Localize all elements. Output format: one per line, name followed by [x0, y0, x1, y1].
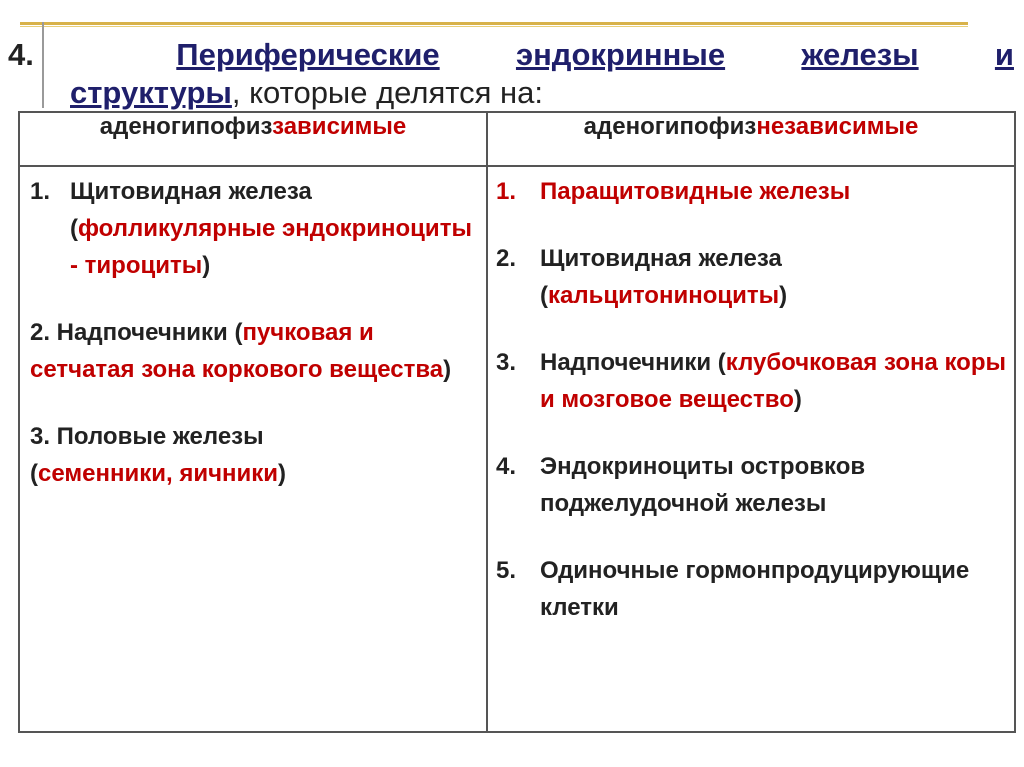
heading-word: и	[994, 37, 1014, 72]
list-item: 1. Паращитовидные железы	[496, 178, 851, 205]
dependent-column	[19, 166, 487, 732]
list-item: 2. Щитовидная железа (кальцитониноциты)	[496, 245, 788, 309]
table-body-row	[19, 166, 1015, 732]
heading-rest: , которые делятся на:	[231, 75, 543, 110]
header-independent: аденогипофизнезависимые	[487, 112, 1015, 166]
list-item: 3. Надпочечники (клубочковая зона коры и мозговое вещество)	[496, 349, 1006, 413]
list-item: 5. Одиночные гормонпродуцирующие клетки	[496, 557, 970, 621]
heading-number: 4.	[8, 37, 34, 72]
list-item: 1. Щитовидная железа (фолликулярные эндокриноциты - тироциты)	[30, 178, 472, 279]
heading-word: Периферические	[176, 37, 440, 72]
list-item: 2. Надпочечники (пучковая и сетчатая зона коркового вещества)	[30, 319, 452, 383]
heading-line-1	[8, 36, 1014, 74]
heading-line-2	[8, 74, 1016, 112]
table-header-row	[19, 112, 1015, 166]
heading-underlined-word: структуры	[70, 75, 232, 110]
top-gold-rule	[20, 22, 968, 25]
top-gold-rule-thin	[20, 26, 968, 27]
independent-column	[487, 166, 1015, 732]
slide-heading	[8, 36, 1016, 112]
list-item: 4. Эндокриноциты островков поджелудочной железы	[496, 453, 866, 517]
list-item: 3. Половые железы (семенники, яичники)	[30, 423, 287, 487]
header-dependent: аденогипофиззависимые	[19, 112, 487, 166]
classification-table	[18, 111, 1016, 733]
heading-word: железы	[801, 37, 919, 72]
heading-word: эндокринные	[515, 37, 726, 72]
